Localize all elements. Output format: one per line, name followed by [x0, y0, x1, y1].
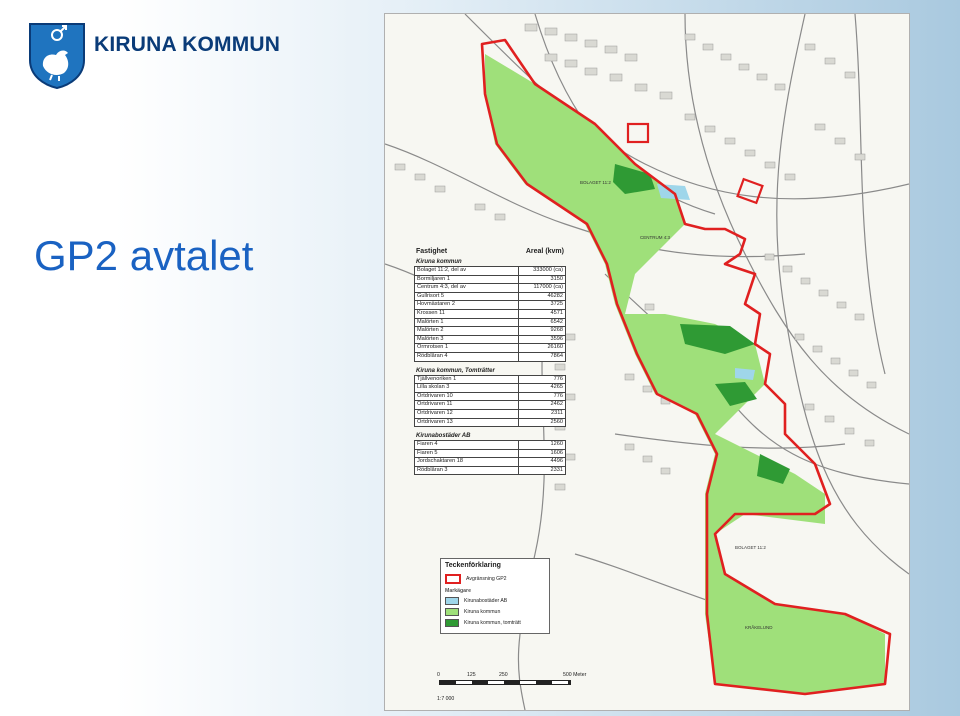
- property-name-cell: Krossen 11: [415, 309, 519, 318]
- property-name-cell: Hovmästaren 2: [415, 301, 519, 310]
- property-area-cell: 46282: [519, 292, 566, 301]
- boundary-swatch: [445, 574, 461, 584]
- table-row: [415, 418, 566, 427]
- scale-tick: 125: [467, 672, 476, 678]
- table-row: [415, 309, 566, 318]
- col-property-label: Fastighet: [416, 248, 448, 255]
- table-row: [415, 301, 566, 310]
- property-table-groups: [414, 259, 566, 475]
- area-label: KRÅKELUND: [745, 625, 773, 630]
- scale-tick: 0: [437, 672, 440, 678]
- area-label: CENTRUM 4:3: [640, 235, 671, 240]
- property-area-cell: 2331: [519, 466, 566, 475]
- property-name-cell: Malörten 3: [415, 335, 519, 344]
- property-area-cell: 2560: [519, 418, 566, 427]
- property-group-table: [414, 266, 566, 362]
- legend-title: Teckenförklaring: [445, 562, 501, 569]
- property-name-cell: Rödblåran 3: [415, 466, 519, 475]
- property-table-header: [414, 248, 566, 257]
- table-row: [415, 284, 566, 293]
- kiruna-shield-ptarmigan-icon: [28, 22, 86, 90]
- legend-label: Kirunabostäder AB: [464, 598, 508, 604]
- property-name-cell: Ortdrivaren 10: [415, 392, 519, 401]
- legend-item: [445, 608, 545, 616]
- table-row: [415, 327, 566, 336]
- legend-label: Kiruna kommun, tomträtt: [464, 620, 521, 626]
- property-name-cell: Ortdrivaren 12: [415, 409, 519, 418]
- property-name-cell: Rödblåran 4: [415, 352, 519, 361]
- property-group-table: [414, 375, 566, 428]
- table-row: [415, 375, 566, 384]
- brand-name: KIRUNA KOMMUN: [94, 33, 281, 56]
- property-group-title: Kiruna kommun: [416, 259, 462, 265]
- table-row: [415, 352, 566, 361]
- property-group-title: Kiruna kommun, Tomträtter: [416, 367, 495, 374]
- property-area-cell: 117000 (ca): [519, 284, 566, 293]
- property-name-cell: Bormiljaren 1: [415, 275, 519, 284]
- scale-bar-graphic: [439, 680, 571, 685]
- property-area-cell: 3150: [519, 275, 566, 284]
- legend-item: [445, 597, 545, 605]
- property-table: [414, 248, 566, 475]
- property-group-table: [414, 440, 566, 475]
- table-row: [415, 384, 566, 393]
- property-group-title: Kirunabostäder AB: [416, 433, 471, 440]
- scale-tick: 250: [499, 672, 508, 678]
- table-row: [415, 458, 566, 467]
- table-row: [415, 401, 566, 410]
- property-name-cell: Gullrisort 5: [415, 292, 519, 301]
- property-area-cell: 2462: [519, 401, 566, 410]
- scale-ratio: 1:7 000: [437, 696, 455, 702]
- legend-owners-title: Markägare: [445, 588, 471, 594]
- property-name-cell: Ormrotsen 1: [415, 344, 519, 353]
- slide-title: GP2 avtalet: [34, 232, 254, 279]
- area-label: BOLAGET 11:2: [735, 545, 766, 550]
- property-area-cell: 4571: [519, 309, 566, 318]
- table-row: [415, 335, 566, 344]
- table-row: [415, 392, 566, 401]
- kiruna-logo: [28, 22, 298, 92]
- legend-item: [445, 619, 545, 627]
- map-scale-bar: [437, 672, 587, 704]
- property-area-cell: 333000 (ca): [519, 267, 566, 276]
- area-label: BOLAGET 11:2: [580, 180, 611, 185]
- property-area-cell: 776: [519, 392, 566, 401]
- property-area-cell: 4265: [519, 384, 566, 393]
- property-name-cell: Malörten 1: [415, 318, 519, 327]
- property-area-cell: 6542: [519, 318, 566, 327]
- property-area-cell: 4496: [519, 458, 566, 467]
- col-area-label: Areal (kvm): [525, 248, 564, 255]
- table-row: [415, 275, 566, 284]
- table-row: [415, 267, 566, 276]
- table-row: [415, 292, 566, 301]
- property-area-cell: 3596: [519, 335, 566, 344]
- table-row: [415, 409, 566, 418]
- property-area-cell: 26160: [519, 344, 566, 353]
- scale-tick: 500 Meter: [563, 672, 587, 678]
- property-area-cell: 1606: [519, 449, 566, 458]
- owner-swatch: [445, 608, 459, 616]
- owner-swatch: [445, 619, 459, 627]
- property-area-cell: 3725: [519, 301, 566, 310]
- table-row: [415, 344, 566, 353]
- property-name-cell: Ortdrivaren 13: [415, 418, 519, 427]
- property-area-cell: 7864: [519, 352, 566, 361]
- property-area-cell: 2311: [519, 409, 566, 418]
- property-name-cell: Lilla skolan 3: [415, 384, 519, 393]
- property-name-cell: Bolaget 11:2, del av: [415, 267, 519, 276]
- table-row: [415, 441, 566, 450]
- legend-item-boundary: [445, 574, 545, 584]
- property-area-cell: 9268: [519, 327, 566, 336]
- property-name-cell: Ortdrivaren 11: [415, 401, 519, 410]
- table-row: [415, 449, 566, 458]
- legend-label: Kiruna kommun: [464, 609, 501, 615]
- property-name-cell: Fiaren 5: [415, 449, 519, 458]
- property-name-cell: Malörten 2: [415, 327, 519, 336]
- property-name-cell: Tjällvenoriken 1: [415, 375, 519, 384]
- legend-label: Avgränsning GP2: [466, 576, 507, 582]
- property-name-cell: Centrum 4:3, del av: [415, 284, 519, 293]
- map-legend: [440, 558, 550, 634]
- property-name-cell: Fiaren 4: [415, 441, 519, 450]
- owner-swatch: [445, 597, 459, 605]
- property-area-cell: 776: [519, 375, 566, 384]
- table-row: [415, 466, 566, 475]
- property-name-cell: Jordschaktaren 18: [415, 458, 519, 467]
- property-area-cell: 1260: [519, 441, 566, 450]
- table-row: [415, 318, 566, 327]
